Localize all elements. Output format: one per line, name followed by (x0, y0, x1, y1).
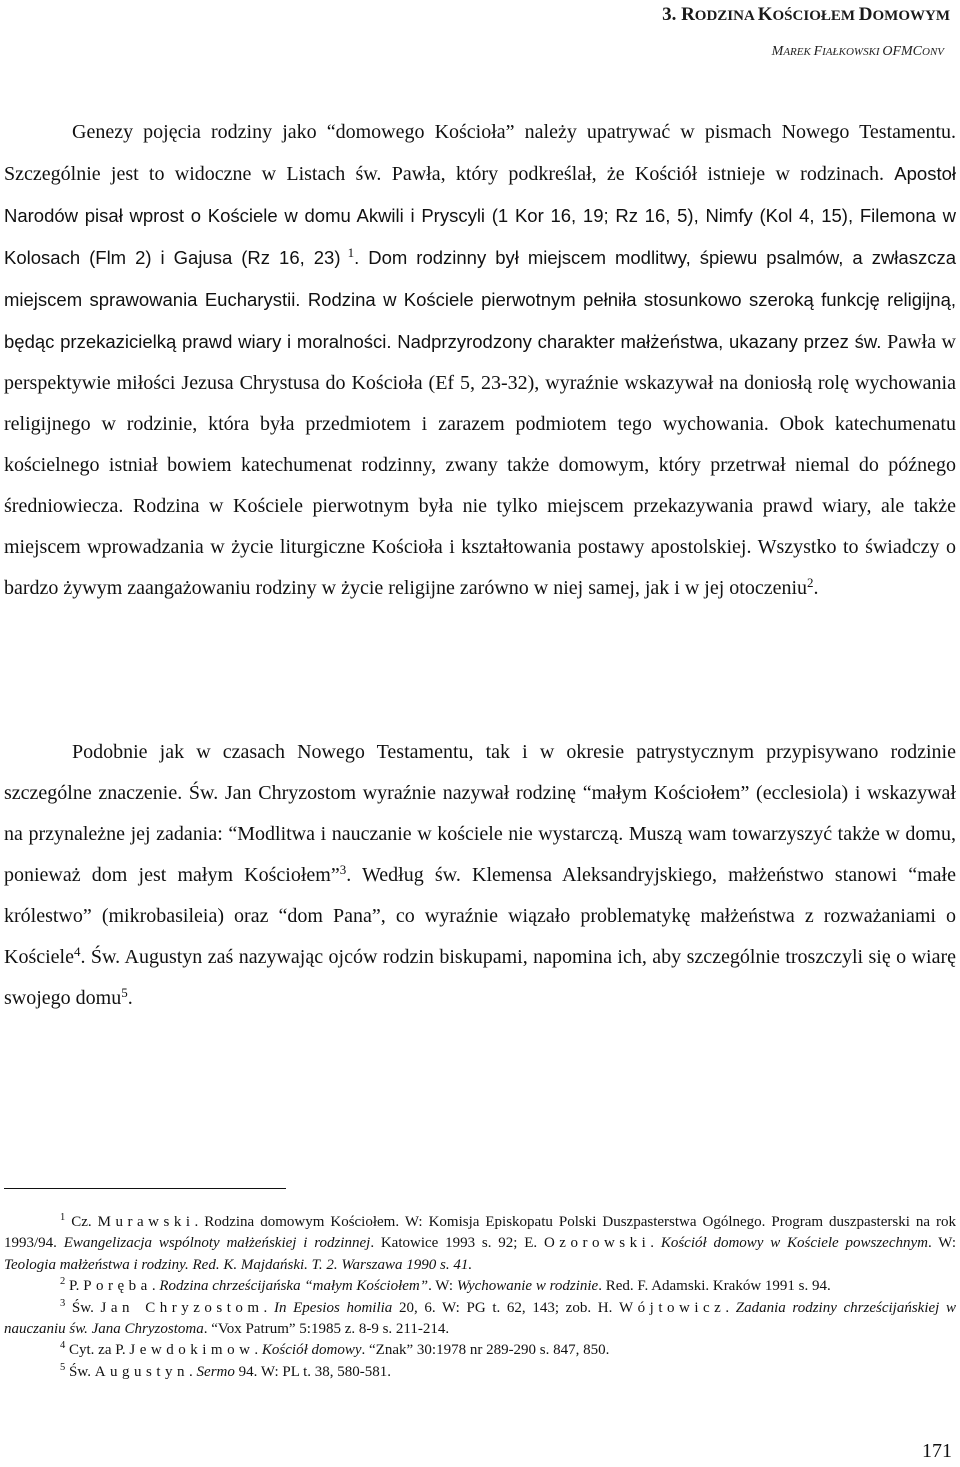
footnote-title: Ewangelizacja wspólnoty małżeńskiej i rodzinnej (63, 1235, 371, 1252)
footnote-number: 3 (60, 1297, 66, 1309)
title-part: OMOWYM (872, 8, 950, 24)
footnote-text: . Rodzina domowym Kościołem. W: Komisja Episkopatu Polski Duszpasterstwa Ogólnego. Program duszpasterski na rok 1993/94. (4, 1214, 956, 1252)
footnote-text: . (650, 1235, 661, 1252)
footnote-text: Św. (65, 1363, 95, 1380)
footnote-text: . Katowice 1993 s. 92; E. (370, 1235, 544, 1252)
footnote-text: . (151, 1278, 160, 1295)
footnote-author: Murawski (97, 1214, 195, 1230)
footnote-4 (4, 1340, 956, 1361)
footnote-text: . (263, 1299, 274, 1316)
footnote-ref[interactable]: 3 (339, 862, 347, 877)
footnote-title: Sermo (196, 1363, 235, 1380)
title-part: OŚCIOŁEM (772, 8, 859, 24)
footnote-text: Cz. (65, 1214, 98, 1230)
title-part: ODZINA (694, 8, 758, 24)
footnote-5 (4, 1362, 956, 1383)
footnote-text: . (725, 1299, 736, 1316)
author-part: IAŁKOWSKI (822, 46, 883, 58)
footnote-ref[interactable]: 1 (340, 245, 355, 260)
footnote-title: Zadania rodziny chrześcijańskiej w nauczaniu św. Jana Chryzostoma (4, 1299, 957, 1338)
author-part: F (813, 44, 823, 59)
author-part: AREK (783, 46, 814, 58)
paragraph-text: . Dom rodzinny był miejscem modlitwy, śpiewu psalmów, a zwłaszcza miejscem sprawowania Eucharystii. Rodzina w Kościele pierwotnym pełniła stosunkowo szeroką funkcję religijną, będąc przekazicielką prawd wiary i moralności. Nadprzyrodzony charakter małżeństwa, ukazany przez św. (4, 247, 956, 352)
chapter-number: 3. (662, 4, 682, 25)
author-part: ONV (922, 46, 944, 58)
footnote-title: In Epesios homilia (273, 1299, 393, 1316)
footnote-text: . “Znak” 30:1978 nr 289-290 s. 847, 850. (361, 1342, 610, 1359)
footnote-number: 4 (60, 1340, 66, 1352)
footnote-author: Wójtowicz (619, 1299, 726, 1316)
footnote-title: Rodzina chrześcijańska “małym Kościołem” (159, 1278, 429, 1295)
title-part: K (757, 4, 773, 25)
footnote-ref[interactable]: 2 (807, 575, 814, 590)
footnote-text: Cyt. za P. (65, 1342, 130, 1359)
footnote-separator (4, 1188, 286, 1189)
footnote-author: Jewdokimow (129, 1342, 255, 1359)
paragraph-2 (4, 732, 956, 1019)
footnotes (4, 1212, 956, 1383)
footnote-title: Kościół domowy (261, 1342, 362, 1359)
footnote-title: Kościół domowy w Kościele powszechnym (660, 1235, 928, 1252)
footnote-text: . “Vox Patrum” 5:1985 z. 8-9 s. 211-214. (203, 1321, 450, 1338)
footnote-text: . (189, 1363, 197, 1380)
author-part: M (771, 44, 784, 59)
footnote-number: 1 (60, 1212, 66, 1223)
paragraph-1 (4, 112, 956, 609)
footnote-3 (4, 1298, 956, 1341)
footnote-number: 2 (60, 1276, 66, 1288)
footnote-ref[interactable]: 5 (121, 985, 128, 1000)
footnote-2 (4, 1276, 956, 1297)
footnote-title: Teologia małżeństwa i rodziny. Red. K. Majdański. T. 2. Warszawa 1990 s. 41. (4, 1256, 473, 1273)
footnote-1 (4, 1212, 956, 1276)
footnote-title: Wychowanie w rodzinie (456, 1278, 599, 1295)
author-part: OFMC (882, 44, 922, 59)
author-name (772, 44, 944, 60)
paragraph-text: Podobnie jak w czasach Nowego Testamentu, tak i w okresie patrystycznym przypisywano rodzinie szczególne znaczenie. Św. Jan Chryzostom wyraźnie nazywał rodzinę “małym Kościołem” (ecclesiola) i wskazywał na przynależne jej zadania: “Modlitwa i nauczanie w kościele nie wystarczą. Muszą wam towarzyszyć także w domu, ponieważ dom jest małym Kościołem” (4, 741, 956, 886)
footnote-text: 20, 6. W: PG t. 62, 143; zob. H. (392, 1299, 619, 1316)
paragraph-text: . Według św. Klemensa Aleksandryjskiego, małżeństwo stanowi “małe królestwo” (mikrobasileia) oraz “dom Pana”, co wyraźnie wiązało problematykę małżeństwa z rozważaniami o Kościele (4, 864, 956, 968)
footnote-text: P. (65, 1278, 84, 1295)
footnote-text: . Red. F. Adamski. Kraków 1991 s. 94. (598, 1278, 831, 1295)
footnote-text: . (254, 1342, 262, 1359)
footnote-number: 5 (60, 1361, 66, 1373)
footnote-author: Ozorowski (543, 1235, 651, 1252)
paragraph-text: Genezy pojęcia rodziny jako “domowego Kościoła” należy upatrywać w pismach Nowego Testamentu. Szczególnie jest to widoczne w Listach św. Pawła, który podkreślał, że Kościół istnieje w rodzinach. (4, 121, 956, 185)
footnote-text: . W: (428, 1278, 457, 1295)
paragraph-text: . (813, 577, 819, 599)
footnote-author: Jan Chryzostom (100, 1299, 264, 1316)
footnote-author: Augustyn (94, 1363, 190, 1380)
footnote-ref[interactable]: 4 (73, 944, 81, 959)
title-part: D (858, 4, 873, 25)
footnote-text: 94. W: PL t. 38, 580-581. (234, 1363, 391, 1380)
title-part: R (681, 4, 695, 25)
paragraph-text: . Św. Augustyn zaś nazywając ojców rodzin biskupami, napomina ich, aby szczególnie troszczyli się o wiarę swojego domu (4, 946, 956, 1009)
paragraph-text: Apostoł Narodów pisał wprost o Kościele w domu Akwili i Pryscyli (1 Kor 16, 19; Rz 16, 5), Nimfy (Kol 4, 15), Filemona w Kolosach (Flm 2) i Gajusa (Rz 16, 23) (4, 163, 956, 268)
footnote-text: Św. (65, 1299, 101, 1316)
footnote-text: . W: (927, 1235, 957, 1252)
chapter-title (662, 4, 950, 26)
footnote-author: Poręba (83, 1278, 152, 1295)
paragraph-text: Pawła w perspektywie miłości Jezusa Chrystusa do Kościoła (Ef 5, 23-32), wyraźnie wskazywał na doniosłą rolę wychowania religijnego w rodzinie, która była przedmiotem i zarazem podmiotem tego wychowania. Obok katechumenatu kościelnego istniał bowiem katechumenat rodzinny, zwany także domowym, który przetrwał niemal do późnego średniowiecza. Rodzina w Kościele pierwotnym była nie tylko miejscem przekazywania prawd wiary, ale także miejscem wprowadzania w życie liturgiczne Kościoła i kształtowania postawy apostolskiej. Wszystko to świadczy o bardzo żywym zaangażowaniu rodziny w życie religijne zarówno w niej samej, jak i w jej otoczeniu (4, 331, 957, 599)
page-number: 171 (922, 1440, 952, 1462)
paragraph-text: . (127, 987, 133, 1009)
